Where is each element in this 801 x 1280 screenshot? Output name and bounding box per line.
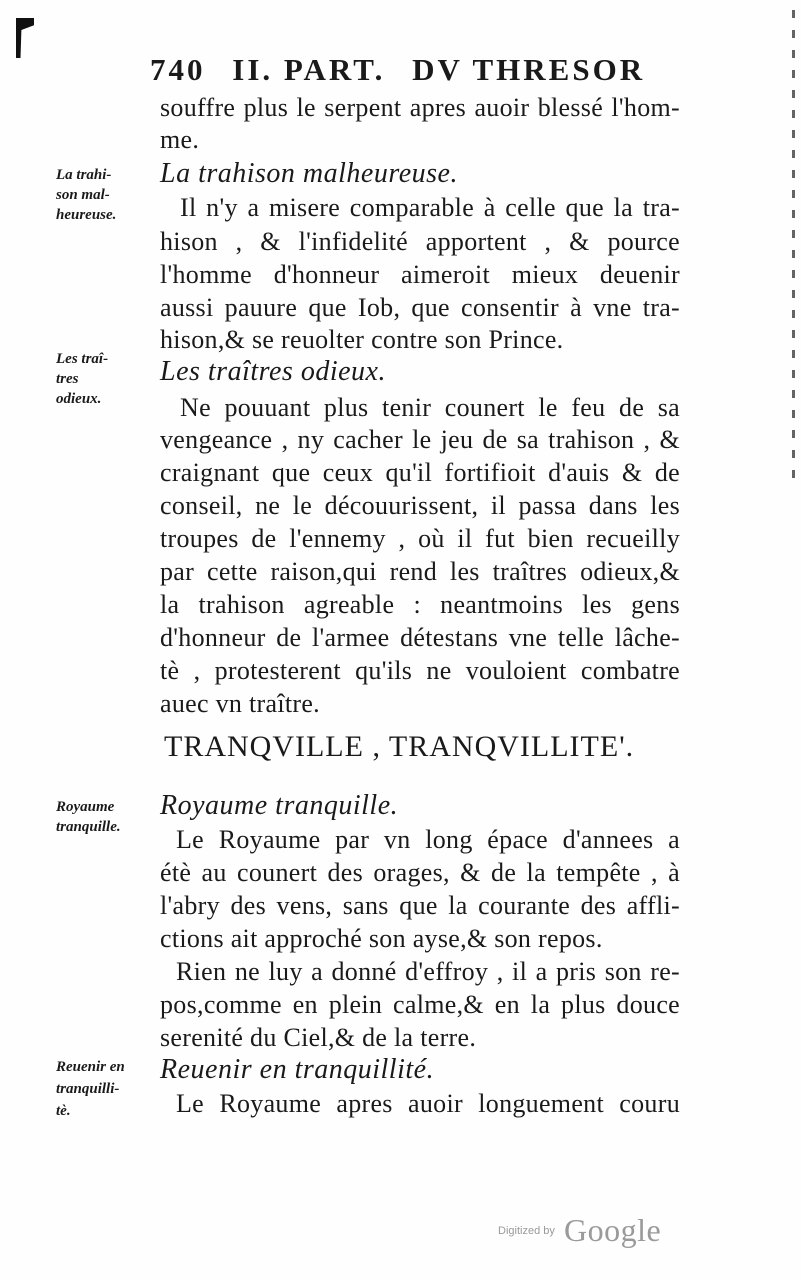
margin-note: La trahi- (56, 167, 112, 183)
margin-note: Les traî- (56, 351, 109, 367)
page-corner-mark (16, 18, 34, 58)
text-line: vengeance , ny cacher le jeu de sa trahison , & (160, 425, 680, 454)
text-line: Rien ne luy a donné d'effroy , il a pris son re- (176, 957, 680, 986)
entry-heading: Royaume tranquille. (160, 790, 399, 821)
watermark-prefix: Digitized by (498, 1224, 555, 1237)
page-number: 740 (150, 52, 206, 87)
margin-note: odieux. (56, 391, 102, 407)
text-line: hison,& se reuolter contre son Prince. (160, 325, 564, 354)
margin-note: tè. (56, 1103, 71, 1119)
page-edge-shadow (792, 10, 795, 480)
book-title: DV THRESOR (412, 52, 646, 87)
margin-note: tranquille. (56, 819, 121, 835)
text-line: conseil, ne le découurissent, il passa dans les (160, 491, 680, 520)
digitization-watermark (498, 1212, 661, 1249)
text-line: l'homme d'honneur aimeroit mieux deuenir (160, 260, 680, 289)
text-line: tè , protesterent qu'ils ne vouloient combatre (160, 656, 680, 685)
text-line: d'honneur de l'armee détestans vne telle lâche- (160, 623, 680, 652)
text-line: par cette raison,qui rend les traîtres odieux,& (160, 557, 680, 586)
text-line: souffre plus le serpent apres auoir blessé l'hom- (160, 93, 680, 122)
text-line: Ne pouuant plus tenir counert le feu de sa (180, 393, 680, 422)
margin-note: Reuenir en (56, 1059, 125, 1075)
text-line: Il n'y a misere comparable à celle que la tra- (180, 193, 680, 222)
text-line: serenité du Ciel,& de la terre. (160, 1023, 477, 1052)
part-label: II. PART. (232, 52, 386, 87)
text-line: pos,comme en plein calme,& en la plus douce (160, 990, 680, 1019)
entry-heading: Les traîtres odieux. (160, 356, 386, 387)
text-line: Le Royaume apres auoir longuement couru (176, 1089, 680, 1118)
margin-note: tranquilli- (56, 1081, 120, 1097)
text-line: craignant que ceux qu'il fortifioit d'auis & de (160, 458, 680, 487)
margin-note: tres (56, 371, 79, 387)
entry-heading: La trahison malheureuse. (160, 158, 458, 189)
text-line: hison , & l'infidelité apportent , & pource (160, 227, 680, 256)
margin-note: heureuse. (56, 207, 117, 223)
text-line: auec vn traître. (160, 689, 320, 718)
entry-heading: Reuenir en tranquillité. (160, 1054, 435, 1085)
text-line: me. (160, 125, 200, 154)
text-line: troupes de l'ennemy , où il fut bien recueilly (160, 524, 680, 553)
text-line: étè au counert des orages, & de la tempête , à (160, 858, 680, 887)
margin-note: Royaume (56, 799, 115, 815)
text-line: Le Royaume par vn long épace d'annees a (176, 825, 680, 854)
text-line: la trahison agreable : neantmoins les gens (160, 590, 680, 619)
margin-note: son mal- (56, 187, 110, 203)
running-head (150, 52, 646, 92)
section-title: TRANQVILLE , TRANQVILLITE'. (164, 730, 635, 763)
watermark-brand: Google (563, 1212, 662, 1248)
text-line: aussi pauure que Iob, que consentir à vne tra- (160, 293, 680, 322)
text-line: l'abry des vens, sans que la courante des affli- (160, 891, 680, 920)
text-line: ctions ait approché son ayse,& son repos. (160, 924, 603, 953)
